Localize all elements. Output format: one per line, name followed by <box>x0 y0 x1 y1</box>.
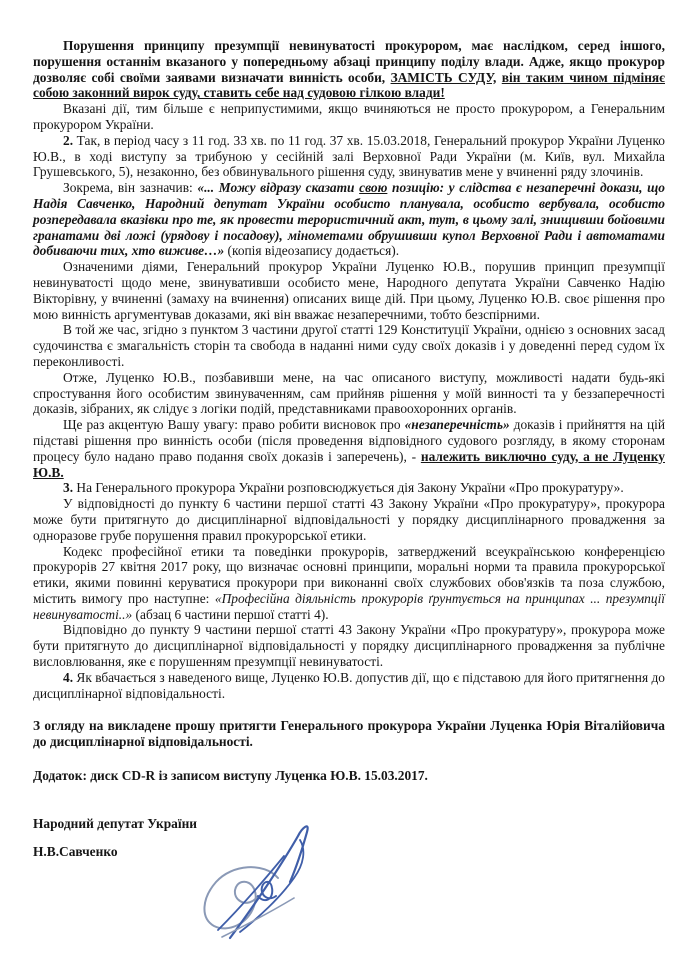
text-run: ЗАМІСТЬ СУДУ, <box>390 69 497 85</box>
text-run: Відповідно до пункту 9 частини першої статті 43 Закону України «Про прокуратуру», прокурора може бути притягнуто до дисциплінарної відповідальності у порядку дисциплінарного провадження за публічне висловлювання, яке є порушенням презумпції невинуватості. <box>33 622 665 670</box>
paragraph <box>33 133 665 180</box>
text-run: З огляду на викладене прошу притягти Генерального прокурора України Луценка Юрія Віталійовича до дисциплінарної відповідальності. <box>33 718 665 750</box>
paragraph <box>33 768 665 784</box>
text-run: «... Можу відразу сказати <box>197 180 360 196</box>
text-run: Вказані дії, тим більше є неприпустимими, якщо вчиняються не просто прокурором, а Генеральним прокурором України. <box>33 101 665 132</box>
paragraph <box>33 480 665 496</box>
paragraph <box>33 816 665 832</box>
paragraph <box>33 417 665 480</box>
text-run: «незаперечність» <box>404 417 510 433</box>
text-run: Додаток: диск CD-R із записом виступу Луценка Ю.В. 15.03.2017. <box>33 768 428 784</box>
text-run: свою <box>359 180 388 196</box>
paragraph <box>33 38 665 101</box>
paragraph <box>33 544 665 623</box>
text-run: (абзац 6 частини першої статті 4). <box>132 606 329 622</box>
paragraph <box>33 670 665 702</box>
text-run: Порушення принципу презумпції невинуватості прокурором, має наслідком, серед іншого, порушення останнім вказаного у попередньому абзаці принципу поділу влади. Адже, якщо прокурор дозволяє собі своїми заявами визначати винність особи, <box>33 38 665 85</box>
paragraph <box>33 622 665 669</box>
paragraph <box>33 101 665 133</box>
text-run: належить виключно суду, а не Луценку Ю.В. <box>33 448 665 480</box>
document-body <box>33 38 665 859</box>
text-run: Зокрема, він зазначив: <box>63 180 198 196</box>
text-run: Отже, Луценко Ю.В., позбавивши мене, на час описаного виступу, можливості надати будь-які спростування його особистим звинуваченням, сам прийняв рішення у моїй винності та у беззаперечності доказів, зібраних, як слідує з логіки подій, представниками правоохоронних органів. <box>33 369 665 417</box>
paragraph <box>33 718 665 750</box>
text-run: Народний депутат України <box>33 815 198 831</box>
text-run: 2. <box>63 132 74 148</box>
text-run: У відповідності до пункту 6 частини першої статті 43 Закону України «Про прокуратуру», прокурора може бути притягнуто до дисциплінарної відповідальності у порядку дисциплінарного провадження за одноразове грубе порушення правил прокурорської етики. <box>33 496 665 543</box>
paragraph <box>33 322 665 369</box>
text-run: 3. <box>63 480 74 496</box>
text-run: Так, в період часу з 11 год. 33 хв. по 11 год. 37 хв. 15.03.2018, Генеральний прокурор України Луценко Ю.В., в ході виступу за трибуною у сесійній залі Верховної Ради України (м. Київ, вул. Михайла Грушевського, 5), незаконно, без обвинувального рішення суду, звинуватив мене у вчиненні ряду злочинів. <box>33 132 665 180</box>
text-run: 4. <box>63 669 74 685</box>
paragraph <box>33 496 665 543</box>
text-run: Як вбачається з наведеного вище, Луценко Ю.В. допустив дії, що є підставою для його притягнення до дисциплінарної відповідальності. <box>33 669 665 701</box>
text-run: Кодекс професійної етики та поведінки прокурорів, затверджений всеукраїнською конференцією прокурорів 27 квітня 2017 року, що визначає основні принципи, моральні норми та правила прокурорської етики, якими повинні керуватися прокурори при виконанні своїх службових обов'язків та поза службою, містить вимогу про наступне: <box>33 543 665 606</box>
text-run: він таким чином підміняє собою законний вирок суду, ставить себе над судовою гілкою влади! <box>33 69 665 101</box>
text-run: (копія відеозапису додається). <box>224 243 400 259</box>
paragraph <box>33 259 665 322</box>
text-run: доказів і прийняття на цій підставі рішення про винність особи (після проведення відповідного судового розгляду, в якому сторонам процесу було надано право подання своїх доказів і заперечень), - <box>33 417 665 464</box>
text-run: На Генерального прокурора України розповсюджується дія Закону України «Про прокуратуру». <box>73 480 624 496</box>
text-run: Ще раз акцентую Вашу увагу: право робити висновок про <box>63 417 405 433</box>
text-run: Н.В.Савченко <box>33 843 118 859</box>
text-run: «Професійна діяльність прокурорів ґрунтується на принципах ... презумпції невинуватості..» <box>33 590 666 622</box>
text-run: Означеними діями, Генеральний прокурор України Луценко Ю.В., порушив принцип презумпції невинуватості щодо мене, звинувативши особисто мене, Народного депутата України Савченко Надію Вікторівну, у вчиненні (замаху на вчинення) описаних вище дій. При цьому, Луценко Ю.В. своє рішення про мою винність аргументував доказами, які він вважає незаперечними, тобто безспірними. <box>33 259 665 322</box>
paragraph <box>33 370 665 417</box>
text-run: В той же час, згідно з пунктом 3 частини другої статті 129 Конституції України, однією з основних засад судочинства є змагальність сторін та свобода в наданні ними суду своїх доказів і у доведенні перед судом їх переконливості. <box>33 322 665 369</box>
text-run: позицію: у слідства є незаперечні докази, що Надія Савченко, Народний депутат України особисто планувала, особисто вербувала, особисто розпередавала вказівки про те, як провести терористичний акт, тут, в цьому залі, знищивши бойовими гранатами дві ложі (урядову і посадову), мінометами обрушивши купол Верховної Ради і автоматами добиваючи тих, хто виживе…» <box>33 180 666 259</box>
paragraph <box>33 180 665 259</box>
paragraph <box>33 844 665 860</box>
